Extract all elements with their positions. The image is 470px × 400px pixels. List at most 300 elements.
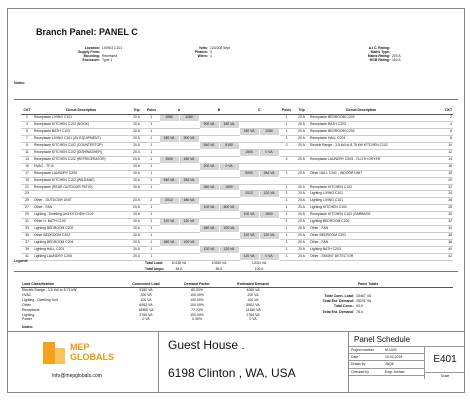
logo-text-globals: GLOBALS bbox=[70, 352, 114, 362]
phase-c-load bbox=[259, 142, 279, 149]
ckt-number: 38 bbox=[413, 240, 453, 247]
field-value: Recessed bbox=[102, 54, 118, 59]
demand-factor: 100.00% bbox=[190, 312, 204, 317]
panel-total-label: Total Est. Demand: bbox=[322, 309, 354, 314]
ckt-number: 11 bbox=[21, 149, 33, 156]
phase-a-load: 180 VA bbox=[159, 135, 179, 142]
header-field bbox=[178, 54, 260, 58]
phase-b-load: 0 VA bbox=[219, 163, 239, 170]
project-info-row bbox=[349, 347, 424, 354]
circuit-description: Electric Range - 3.5 kW to 8.75 kW KITCHEN C102 bbox=[309, 142, 413, 149]
pole-count: 2 bbox=[144, 198, 159, 205]
pole-count: 1 bbox=[279, 121, 294, 128]
load-classification: Other bbox=[22, 302, 31, 307]
pole-count: 1 bbox=[144, 205, 159, 212]
demand-factor: 0.00% bbox=[192, 317, 202, 322]
col-phase-b: B bbox=[199, 107, 239, 115]
phase-c-load: 120 VA bbox=[239, 233, 259, 240]
circuit-description: Other - FAN bbox=[309, 226, 413, 233]
circuit-description: Other HALL C201 - INDOOR UNIT bbox=[309, 170, 413, 177]
pole-count: 1 bbox=[279, 247, 294, 254]
connected-load: 100 VA bbox=[140, 297, 152, 302]
trip-rating bbox=[294, 149, 309, 156]
trip-rating: 20 A bbox=[129, 212, 144, 219]
circuit-description: Other - FAN bbox=[33, 205, 129, 212]
trip-rating: 20 A bbox=[129, 156, 144, 163]
circuit-description: Receptacle BEDROOM C202 bbox=[309, 115, 413, 122]
pole-count: 1 bbox=[144, 149, 159, 156]
phase-b-load bbox=[219, 149, 239, 156]
phase-b-load bbox=[219, 170, 239, 177]
circuit-description: Receptacle LAUNDRY C205 - CLOTH DRYER bbox=[309, 156, 413, 163]
ckt-number: 35 bbox=[21, 233, 33, 240]
phase-b-load bbox=[219, 219, 239, 226]
load-classification: Receptacle bbox=[22, 307, 40, 312]
ckt-number: 25 bbox=[21, 198, 33, 205]
circuit-description bbox=[309, 163, 413, 170]
trip-rating bbox=[294, 177, 309, 184]
trip-rating: 20 A bbox=[294, 121, 309, 128]
phase-c-load: 2012 bbox=[239, 191, 259, 198]
phase-c-load bbox=[239, 115, 259, 122]
sheet-title: Panel Schedule bbox=[354, 335, 411, 344]
phase-b-load bbox=[199, 177, 219, 184]
phase-c-load: 1500 bbox=[239, 149, 259, 156]
ckt-number: 9 bbox=[21, 142, 33, 149]
circuit-description: Lighting BATH C203 bbox=[309, 247, 413, 254]
col-estimated-demand: Estimated Demand bbox=[223, 281, 283, 288]
phase-a-load bbox=[159, 184, 179, 191]
ckt-number: 16 bbox=[413, 163, 453, 170]
phase-a-load bbox=[159, 170, 179, 177]
pole-count: 1 bbox=[144, 170, 159, 177]
trip-rating: 20 A bbox=[129, 142, 144, 149]
trip-rating: 20 A bbox=[294, 212, 309, 219]
project-info-label: Drawn by bbox=[351, 362, 366, 367]
field-value: 4 bbox=[210, 54, 212, 59]
phase-c-load bbox=[239, 135, 259, 142]
circuit-description: Lighting LIVING C101 bbox=[309, 191, 413, 198]
ckt-number: 19 bbox=[21, 177, 33, 184]
trip-rating: 20 A bbox=[129, 128, 144, 135]
circuit-description: Other BEDROOM C202 bbox=[33, 233, 129, 240]
company-email: Info@mepglobals.com bbox=[52, 373, 102, 379]
phase-a-load bbox=[179, 163, 199, 170]
trip-rating: 20 A bbox=[129, 233, 144, 240]
phase-b-load: 600 VA bbox=[219, 205, 239, 212]
ckt-number: 34 bbox=[413, 226, 453, 233]
ckt-number: 5 bbox=[21, 128, 33, 135]
circuit-description: Receptacle BATH C203 bbox=[309, 121, 413, 128]
demand-factor: 77.23% bbox=[191, 307, 203, 312]
trip-rating: 20 A bbox=[294, 156, 309, 163]
phase-c-load bbox=[259, 163, 279, 170]
phase-a-load bbox=[159, 149, 179, 156]
sheet-title-cell bbox=[349, 332, 464, 347]
circuit-description: Lighting HALL C201 bbox=[33, 247, 129, 254]
col-trip-right: Trip bbox=[294, 107, 309, 115]
col-ckt-right: CKT bbox=[413, 107, 453, 115]
estimated-demand: 5502 VA bbox=[246, 302, 260, 307]
phase-b-load bbox=[219, 240, 239, 247]
circuit-description: Receptacle KITCHEN C102 (WILDANE) bbox=[33, 177, 129, 184]
pole-count: 1 bbox=[144, 115, 159, 122]
pole-count: 1 bbox=[279, 198, 294, 205]
phase-a-load bbox=[179, 191, 199, 198]
panel-total-value: 78 A bbox=[356, 309, 364, 314]
phase-b-load bbox=[199, 128, 219, 135]
pole-count bbox=[144, 191, 159, 198]
phase-a-total: 84 A bbox=[175, 266, 183, 271]
table-row bbox=[21, 212, 453, 219]
title-block bbox=[8, 331, 464, 393]
trip-rating: 20 A bbox=[129, 149, 144, 156]
phase-b-load bbox=[219, 233, 239, 240]
field-value: 150 A bbox=[392, 58, 401, 63]
col-demand-factor: Demand Factor bbox=[171, 281, 223, 288]
pole-count: 1 bbox=[144, 163, 159, 170]
table-row bbox=[21, 184, 453, 191]
project-name: Guest House . bbox=[168, 338, 245, 352]
circuit-description: Receptacle LIVING C101 (AV EQUIPMENT) bbox=[33, 135, 129, 142]
ckt-number: 29 bbox=[21, 212, 33, 219]
phase-b-load: 360 VA bbox=[199, 184, 219, 191]
table-row bbox=[21, 163, 453, 170]
phase-a-load: 480 VA bbox=[179, 198, 199, 205]
divider bbox=[158, 332, 159, 393]
pole-count: 1 bbox=[279, 135, 294, 142]
circuit-description: Lighting BEDROOM C202 bbox=[309, 219, 413, 226]
phase-c-load bbox=[239, 156, 259, 163]
circuit-description: Other - SMOKE DETECTOR bbox=[309, 254, 413, 261]
phase-a-load: 120 VA bbox=[179, 219, 199, 226]
col-poles-left: Poles bbox=[144, 107, 159, 115]
project-info-value: M-1003 bbox=[385, 348, 397, 352]
col-phase-a: A bbox=[159, 107, 199, 115]
trip-rating: 20 A bbox=[294, 115, 309, 122]
connected-load: 2760 VA bbox=[139, 312, 153, 317]
ckt-number: 32 bbox=[413, 219, 453, 226]
ckt-number: 30 bbox=[413, 212, 453, 219]
phase-b-load bbox=[219, 115, 239, 122]
col-panel-totals: Panel Totals bbox=[283, 281, 453, 288]
ckt-number: 39 bbox=[21, 247, 33, 254]
trip-rating: 20 A bbox=[129, 163, 144, 170]
table-row bbox=[21, 226, 453, 233]
col-connected-load: Connected Load bbox=[121, 281, 171, 288]
connected-load: 18360 VA bbox=[138, 307, 154, 312]
panel-total-label: Total Conn. Load: bbox=[324, 294, 354, 298]
table-row bbox=[21, 156, 453, 163]
phase-b-load: 180 VA bbox=[219, 121, 239, 128]
panel-total-label: Total Conn.: bbox=[333, 304, 354, 309]
ckt-number: 18 bbox=[413, 170, 453, 177]
phase-a-load: 1260 bbox=[179, 115, 199, 122]
circuit-description bbox=[33, 191, 129, 198]
phase-a-load bbox=[159, 128, 179, 135]
phase-b-load: 480 VA bbox=[199, 226, 219, 233]
pole-count bbox=[279, 177, 294, 184]
notes-label: Notes: bbox=[14, 81, 26, 85]
estimated-demand: 100 VA bbox=[247, 297, 259, 302]
ckt-number: 2 bbox=[413, 115, 453, 122]
pole-count: 2 bbox=[279, 142, 294, 149]
table-row bbox=[21, 170, 453, 177]
trip-rating: 20 A bbox=[294, 219, 309, 226]
ckt-number: 28 bbox=[413, 205, 453, 212]
divider bbox=[14, 271, 458, 272]
project-info bbox=[349, 347, 424, 376]
project-info-label: Project number bbox=[351, 348, 374, 352]
trip-rating: 20 A bbox=[129, 240, 144, 247]
pole-count: 1 bbox=[279, 184, 294, 191]
ckt-number: 41 bbox=[21, 254, 33, 261]
project-address: 6198 Clinton , WA, USA bbox=[168, 366, 296, 380]
phase-b-load: 120 VA bbox=[219, 247, 239, 254]
project-info-row bbox=[349, 354, 424, 361]
phase-a-load bbox=[159, 205, 179, 212]
phase-b-load: 200 VA bbox=[199, 163, 219, 170]
phase-c-load bbox=[239, 142, 259, 149]
circuit-description: Other - FAN bbox=[309, 240, 413, 247]
trip-rating: 20 A bbox=[129, 247, 144, 254]
field-label: MCB Rating: bbox=[369, 58, 390, 63]
phase-c-total: 10011 VA bbox=[251, 261, 267, 266]
phase-b-load bbox=[219, 198, 239, 205]
phase-a-load: 2012 bbox=[159, 198, 179, 205]
phase-c-load bbox=[239, 184, 259, 191]
ckt-number: 24 bbox=[413, 191, 453, 198]
project-info-label: Date bbox=[351, 355, 359, 360]
trip-rating: 20 A bbox=[294, 128, 309, 135]
trip-rating: 20 A bbox=[129, 254, 144, 261]
circuit-description: Receptacle KITCHEN C102 (DISHWASHER) bbox=[33, 149, 129, 156]
field-label: Volts: bbox=[198, 46, 208, 50]
panel-total-value: 33467 VA bbox=[356, 294, 372, 298]
phase-b-load bbox=[199, 115, 219, 122]
totals-label: Total Amps: bbox=[145, 266, 165, 271]
project-info-value: Engr. Arshad bbox=[385, 369, 405, 374]
spacer bbox=[21, 267, 144, 273]
ckt-number: 22 bbox=[413, 184, 453, 191]
field-label: Mounting: bbox=[83, 54, 100, 59]
field-label: Phases: bbox=[194, 50, 208, 55]
header-right-block bbox=[338, 46, 442, 62]
phase-a-load: 1500 bbox=[159, 156, 179, 163]
table-row bbox=[21, 240, 453, 247]
ckt-number: 40 bbox=[413, 247, 453, 254]
circuit-description bbox=[309, 177, 413, 184]
trip-rating: 20 A bbox=[129, 198, 144, 205]
trip-rating: 20 A bbox=[294, 198, 309, 205]
pole-count bbox=[279, 163, 294, 170]
logo-mark-accent bbox=[55, 348, 65, 364]
circuit-description: Receptacle KITCHEN C102 (REFRIGERATOR) bbox=[33, 156, 129, 163]
table-row bbox=[21, 247, 453, 254]
field-value: 200 A bbox=[392, 54, 401, 59]
panel-total-value: 93 A bbox=[356, 304, 364, 309]
field-value: Type 1 bbox=[102, 58, 113, 63]
ckt-number: 36 bbox=[413, 233, 453, 240]
field-label: Enclosure: bbox=[82, 58, 100, 63]
pole-count: 1 bbox=[279, 226, 294, 233]
table-row bbox=[21, 317, 453, 322]
pole-count: 1 bbox=[279, 205, 294, 212]
phase-a-load bbox=[159, 226, 179, 233]
phase-b-load: 1500 bbox=[219, 184, 239, 191]
panel-total-line bbox=[294, 310, 371, 315]
table-row bbox=[21, 115, 453, 122]
field-label: Mains Type: bbox=[370, 50, 390, 55]
header-field bbox=[338, 58, 442, 62]
phase-c-load bbox=[259, 219, 279, 226]
ckt-number: 14 bbox=[413, 156, 453, 163]
phase-b-load: 120 VA bbox=[199, 247, 219, 254]
totals-row bbox=[21, 267, 453, 273]
phase-c-load bbox=[259, 240, 279, 247]
field-value: 120/208 Wye bbox=[210, 46, 230, 50]
pole-count: 1 bbox=[144, 121, 159, 128]
phase-a-load bbox=[159, 191, 179, 198]
phase-b-total: 10330 VA bbox=[211, 261, 227, 266]
phase-a-load: 480 VA bbox=[159, 240, 179, 247]
field-label: Location: bbox=[84, 46, 100, 50]
phase-c-load bbox=[239, 177, 259, 184]
pole-count: 1 bbox=[279, 128, 294, 135]
panel-total-label: Total Est. Demand: bbox=[322, 299, 354, 304]
load-classification: Lighting bbox=[22, 312, 35, 317]
trip-rating: 20 A bbox=[294, 191, 309, 198]
field-value: LIVING C101 bbox=[102, 46, 123, 50]
table-row bbox=[21, 198, 453, 205]
phase-c-load: 120 VA bbox=[239, 254, 259, 261]
phase-c-load bbox=[259, 184, 279, 191]
trip-rating: 20 A bbox=[129, 115, 144, 122]
circuit-description: Lighting BEDROOM C202 bbox=[33, 226, 129, 233]
phase-b-load: 540 VA bbox=[199, 142, 219, 149]
circuit-description: Receptacle KITCHEN C102 bbox=[309, 184, 413, 191]
pole-count: 1 bbox=[279, 233, 294, 240]
circuit-table bbox=[21, 107, 453, 273]
circuit-description: Other H. BATH C103 bbox=[33, 219, 129, 226]
trip-rating: 20 A bbox=[129, 135, 144, 142]
demand-factor: 100.00% bbox=[190, 297, 204, 302]
trip-rating: 20 A bbox=[294, 184, 309, 191]
phase-a-load: 100 VA bbox=[179, 240, 199, 247]
pole-count: 1 bbox=[144, 142, 159, 149]
phase-b-load bbox=[199, 170, 219, 177]
circuit-description: Lighting LAUNDRY C205 bbox=[33, 254, 129, 261]
phase-c-load bbox=[239, 121, 259, 128]
pole-count: 1 bbox=[144, 254, 159, 261]
phase-c-load: 1080 bbox=[259, 128, 279, 135]
phase-a-load: 540 VA bbox=[159, 177, 179, 184]
phase-c-load: 5000 bbox=[239, 170, 259, 177]
phase-b-load bbox=[219, 191, 239, 198]
phase-c-load: 284 VA bbox=[259, 170, 279, 177]
table-row bbox=[21, 142, 453, 149]
ckt-number: 12 bbox=[413, 149, 453, 156]
phase-c-load bbox=[259, 115, 279, 122]
trip-rating: 20 A bbox=[294, 240, 309, 247]
phase-a-total: 10138 VA bbox=[171, 261, 187, 266]
pole-count bbox=[279, 149, 294, 156]
phase-b-load bbox=[219, 135, 239, 142]
phase-b-load bbox=[199, 233, 219, 240]
ckt-number: 31 bbox=[21, 219, 33, 226]
load-classification: Lighting - Dwelling Unit bbox=[22, 297, 58, 302]
demand-factor: 100.00% bbox=[190, 302, 204, 307]
header-field bbox=[48, 58, 152, 62]
phase-c-load: 180 VA bbox=[239, 128, 259, 135]
phase-b-load bbox=[199, 219, 219, 226]
pole-count: 1 bbox=[144, 226, 159, 233]
pole-count: 1 bbox=[279, 254, 294, 261]
legend-label: Legend: bbox=[14, 259, 28, 263]
phase-a-load: 900 VA bbox=[179, 135, 199, 142]
ckt-number: 1 bbox=[21, 115, 33, 122]
table-row bbox=[21, 219, 453, 226]
phase-c-load bbox=[239, 240, 259, 247]
trip-rating: 20 A bbox=[129, 219, 144, 226]
demand-factor: 100.00% bbox=[190, 292, 204, 297]
field-label: Wires: bbox=[197, 54, 208, 59]
circuit-description: HVAC - TF-B bbox=[33, 163, 129, 170]
table-row bbox=[21, 254, 453, 261]
header-mid-block bbox=[178, 46, 260, 58]
phase-a-load bbox=[179, 254, 199, 261]
trip-rating: 20 A bbox=[129, 121, 144, 128]
table-row bbox=[21, 149, 453, 156]
table-row bbox=[21, 128, 453, 135]
phase-c-load bbox=[239, 198, 259, 205]
ckt-number: 37 bbox=[21, 240, 33, 247]
phase-c-load bbox=[259, 247, 279, 254]
phase-c-load bbox=[259, 226, 279, 233]
phase-a-load bbox=[179, 142, 199, 149]
phase-a-load bbox=[179, 121, 199, 128]
table-row bbox=[21, 135, 453, 142]
circuit-description: Receptacle LAUNDRY C205 bbox=[33, 170, 129, 177]
ckt-number: 20 bbox=[413, 177, 453, 184]
circuit-description: Lighting BEDROOM C204 bbox=[33, 240, 129, 247]
demand-factor: 80.00% bbox=[191, 288, 203, 292]
pole-count: 1 bbox=[279, 219, 294, 226]
pole-count: 1 bbox=[144, 219, 159, 226]
scale-label: Scale bbox=[424, 372, 465, 379]
phase-c-load: 0 VA bbox=[259, 254, 279, 261]
trip-rating: 20 A bbox=[294, 247, 309, 254]
pole-count: 1 bbox=[144, 156, 159, 163]
load-classification: Electric Range - 3.5 kW to 8.75 kW bbox=[22, 288, 77, 292]
panel-total-value: 28201 VA bbox=[356, 299, 372, 304]
pole-count: 1 bbox=[279, 191, 294, 198]
phase-b-load bbox=[219, 254, 239, 261]
pole-count: 1 bbox=[144, 184, 159, 191]
pole-count: 1 bbox=[279, 115, 294, 122]
pole-count: 1 bbox=[279, 170, 294, 177]
circuit-description: Other BEDROOM C202 bbox=[309, 233, 413, 240]
phase-a-load bbox=[179, 205, 199, 212]
connected-load: 0 VA bbox=[142, 317, 150, 322]
pole-count: 1 bbox=[144, 233, 159, 240]
pole-count: 2 bbox=[279, 156, 294, 163]
trip-rating: 20 A bbox=[294, 254, 309, 261]
phase-a-load bbox=[179, 226, 199, 233]
phase-a-load bbox=[179, 184, 199, 191]
phase-b-load bbox=[219, 177, 239, 184]
ckt-number: 8 bbox=[413, 135, 453, 142]
